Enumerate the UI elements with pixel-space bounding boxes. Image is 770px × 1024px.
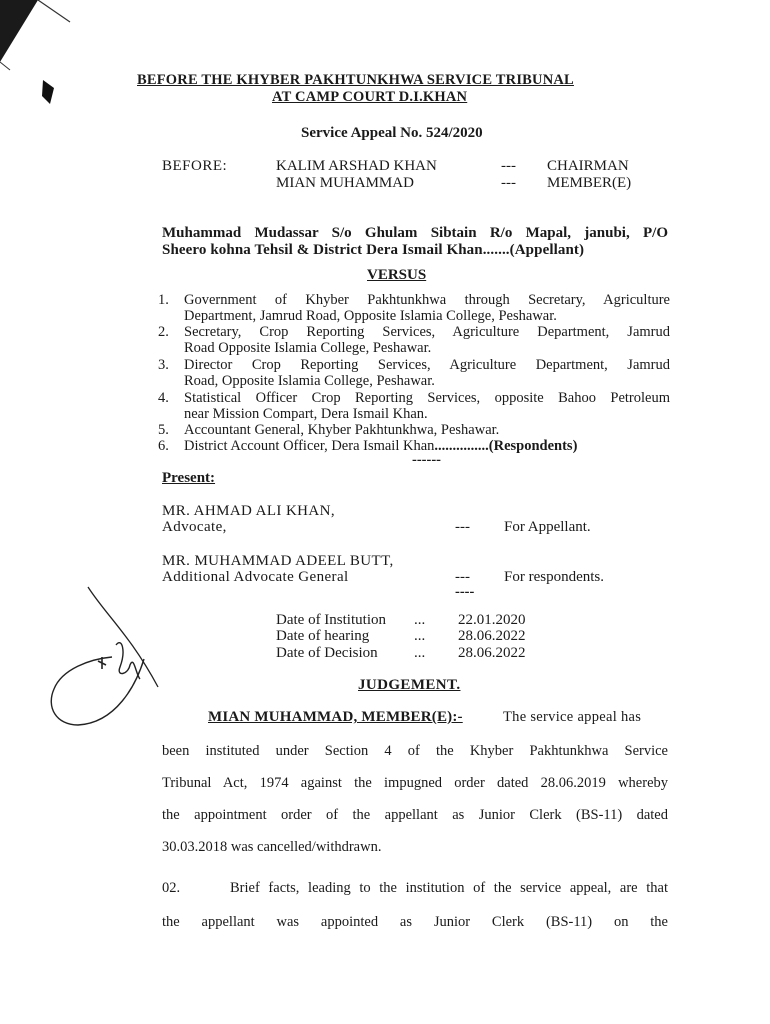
counsel-for: For Appellant.	[504, 519, 591, 535]
list-item-text: near Mission Compart, Dera Ismail Khan.	[184, 406, 428, 422]
para-line: the appointment order of the appellant as Junior Clerk (BS-11) dated	[162, 807, 668, 823]
appeal-number: Service Appeal No. 524/2020	[301, 125, 483, 141]
para-line: 30.03.2018 was cancelled/withdrawn.	[162, 839, 382, 855]
divider: ------	[412, 452, 441, 468]
date-sep: ...	[414, 628, 426, 644]
list-item-text: Road, Opposite Islamia College, Peshawar.	[184, 373, 435, 389]
page-fold-corner	[0, 0, 80, 80]
counsel-name: MR. AHMAD ALI KHAN,	[162, 503, 336, 519]
counsel-sep: ---	[455, 519, 470, 535]
list-item-text: Secretary, Crop Reporting Services, Agriculture Department, Jamrud	[184, 324, 670, 340]
para-line: Brief facts, leading to the institution of the service appeal, are that	[230, 880, 668, 896]
date-label: Date of Decision	[276, 645, 378, 661]
counsel-name: MR. MUHAMMAD ADEEL BUTT,	[162, 553, 394, 569]
appellant-line2: Sheero kohna Tehsil & District Dera Ismail Khan.......(Appellant)	[162, 242, 585, 258]
date-sep: ...	[414, 612, 426, 628]
bench-label: BEFORE:	[162, 158, 228, 174]
list-item-text: Accountant General, Khyber Pakhtunkhwa, Peshawar.	[184, 422, 500, 438]
paragraph-number: 02.	[162, 880, 181, 896]
margin-dot	[40, 78, 60, 108]
list-item-text: Road Opposite Islamia College, Peshawar.	[184, 340, 432, 356]
date-value: 28.06.2022	[458, 645, 526, 661]
present-label: Present:	[162, 470, 216, 486]
bench-member-name: KALIM ARSHAD KHAN	[276, 158, 437, 174]
counsel-sep: ---	[455, 569, 470, 585]
paragraph-1	[162, 742, 668, 870]
date-label: Date of Institution	[276, 612, 386, 628]
list-item-text: Director Crop Reporting Services, Agriculture Department, Jamrud	[184, 357, 670, 373]
list-item-text: Government of Khyber Pakhtunkhwa through Secretary, Agriculture	[184, 292, 670, 308]
signature-mark	[40, 575, 170, 745]
judgement-heading: JUDGEMENT.	[358, 677, 461, 693]
counsel-title: Advocate,	[162, 519, 227, 535]
para-line: the appellant was appointed as Junior Clerk (BS-11) on the	[162, 914, 668, 930]
para-line: Tribunal Act, 1974 against the impugned order dated 28.06.2019 whereby	[162, 775, 668, 791]
versus-heading: VERSUS	[367, 267, 427, 283]
date-label: Date of hearing	[276, 628, 370, 644]
list-item-number: 6.	[158, 438, 169, 454]
list-item-text: Statistical Officer Crop Reporting Services, opposite Bahoo Petroleum	[184, 390, 670, 406]
divider: ----	[455, 584, 475, 600]
bench-member-sep: ---	[501, 158, 516, 174]
bench-member-name: MIAN MUHAMMAD	[276, 175, 414, 191]
list-item-number: 3.	[158, 357, 169, 373]
bench-member-role: CHAIRMAN	[547, 158, 629, 174]
bench-member-role: MEMBER(E)	[547, 175, 632, 191]
respondent-text: District Account Officer, Dera Ismail Khan	[184, 438, 435, 454]
para-text: The service appeal has	[503, 709, 642, 725]
list-item-number: 1.	[158, 292, 169, 308]
para-line: been instituted under Section 4 of the Khyber Pakhtunkhwa Service	[162, 743, 668, 759]
date-value: 22.01.2020	[458, 612, 526, 628]
tribunal-heading-line1: BEFORE THE KHYBER PAKHTUNKHWA SERVICE TRIBUNAL	[137, 72, 574, 88]
list-item-number: 5.	[158, 422, 169, 438]
bench-member-sep: ---	[501, 175, 516, 191]
judgement-author: MIAN MUHAMMAD, MEMBER(E):-	[208, 709, 463, 725]
list-item-text: Department, Jamrud Road, Opposite Islamia College, Peshawar.	[184, 308, 557, 324]
list-item-number: 2.	[158, 324, 169, 340]
counsel-for: For respondents.	[504, 569, 604, 585]
date-sep: ...	[414, 645, 426, 661]
appellant-line1: Muhammad Mudassar S/o Ghulam Sibtain R/o Mapal, janubi, P/O	[162, 225, 668, 241]
list-item-number: 4.	[158, 390, 169, 406]
counsel-title: Additional Advocate General	[162, 569, 349, 585]
respondents-suffix: ...............(Respondents)	[434, 438, 578, 454]
tribunal-heading-line2: AT CAMP COURT D.I.KHAN	[272, 89, 468, 105]
date-value: 28.06.2022	[458, 628, 526, 644]
